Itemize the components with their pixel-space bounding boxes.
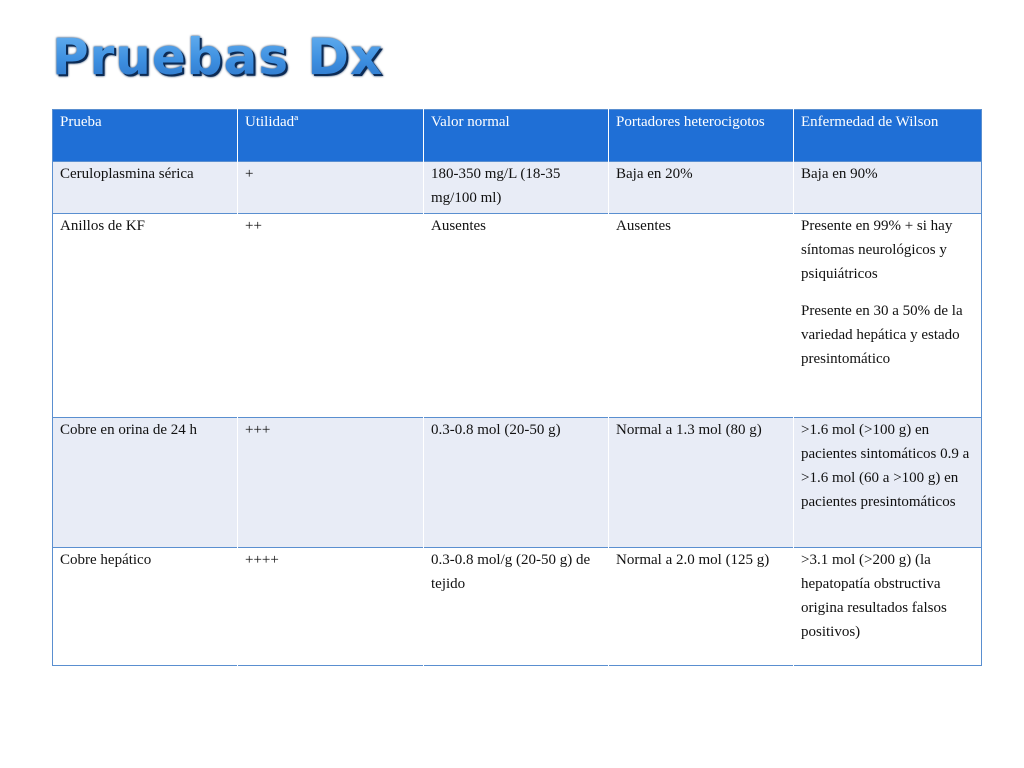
cell-utilidad: + — [238, 162, 424, 214]
cell-enfermedad — [794, 214, 982, 418]
cell-paragraph: Presente en 99% + si hay síntomas neurológicos y psiquiátricos — [801, 218, 953, 282]
cell-enfermedad — [794, 418, 982, 548]
cell-portadores: Normal a 1.3 mol (80 g) — [609, 418, 794, 548]
header-valor-normal: Valor normal — [424, 110, 609, 162]
tests-table-container — [52, 109, 981, 666]
cell-prueba: Cobre en orina de 24 h — [53, 418, 238, 548]
cell-portadores: Ausentes — [609, 214, 794, 418]
cell-valor-normal: 0.3-0.8 mol/g (20-50 g) de tejido — [424, 548, 609, 666]
header-prueba: Prueba — [53, 110, 238, 162]
table-row — [53, 418, 982, 548]
cell-utilidad: ++++ — [238, 548, 424, 666]
cell-valor-normal: Ausentes — [424, 214, 609, 418]
cell-portadores: Normal a 2.0 mol (125 g) — [609, 548, 794, 666]
header-portadores: Portadores heterocigotos — [609, 110, 794, 162]
table-row — [53, 548, 982, 666]
cell-prueba: Ceruloplasmina sérica — [53, 162, 238, 214]
cell-paragraph: Presente en 30 a 50% de la variedad hepática y estado presintomático — [801, 303, 963, 367]
cell-paragraph: >3.1 mol (>200 g) (la hepatopatía obstructiva origina resultados falsos positivos) — [801, 552, 947, 640]
slide-title: Pruebas Dx — [52, 24, 383, 90]
diagnostic-tests-table — [52, 109, 982, 666]
header-enfermedad: Enfermedad de Wilson — [794, 110, 982, 162]
cell-valor-normal: 180-350 mg/L (18-35 mg/100 ml) — [424, 162, 609, 214]
table-row — [53, 214, 982, 418]
header-utilidad: Utilidadª — [238, 110, 424, 162]
cell-paragraph: >1.6 mol (>100 g) en pacientes sintomáticos 0.9 a >1.6 mol (60 a >100 g) en pacientes presintomáticos — [801, 422, 970, 510]
cell-valor-normal: 0.3-0.8 mol (20-50 g) — [424, 418, 609, 548]
cell-enfermedad — [794, 548, 982, 666]
cell-enfermedad — [794, 162, 982, 214]
cell-prueba: Cobre hepático — [53, 548, 238, 666]
table-row — [53, 162, 982, 214]
cell-portadores: Baja en 20% — [609, 162, 794, 214]
cell-prueba: Anillos de KF — [53, 214, 238, 418]
cell-utilidad: ++ — [238, 214, 424, 418]
cell-paragraph: Baja en 90% — [801, 166, 878, 182]
cell-utilidad: +++ — [238, 418, 424, 548]
table-header-row — [53, 110, 982, 162]
